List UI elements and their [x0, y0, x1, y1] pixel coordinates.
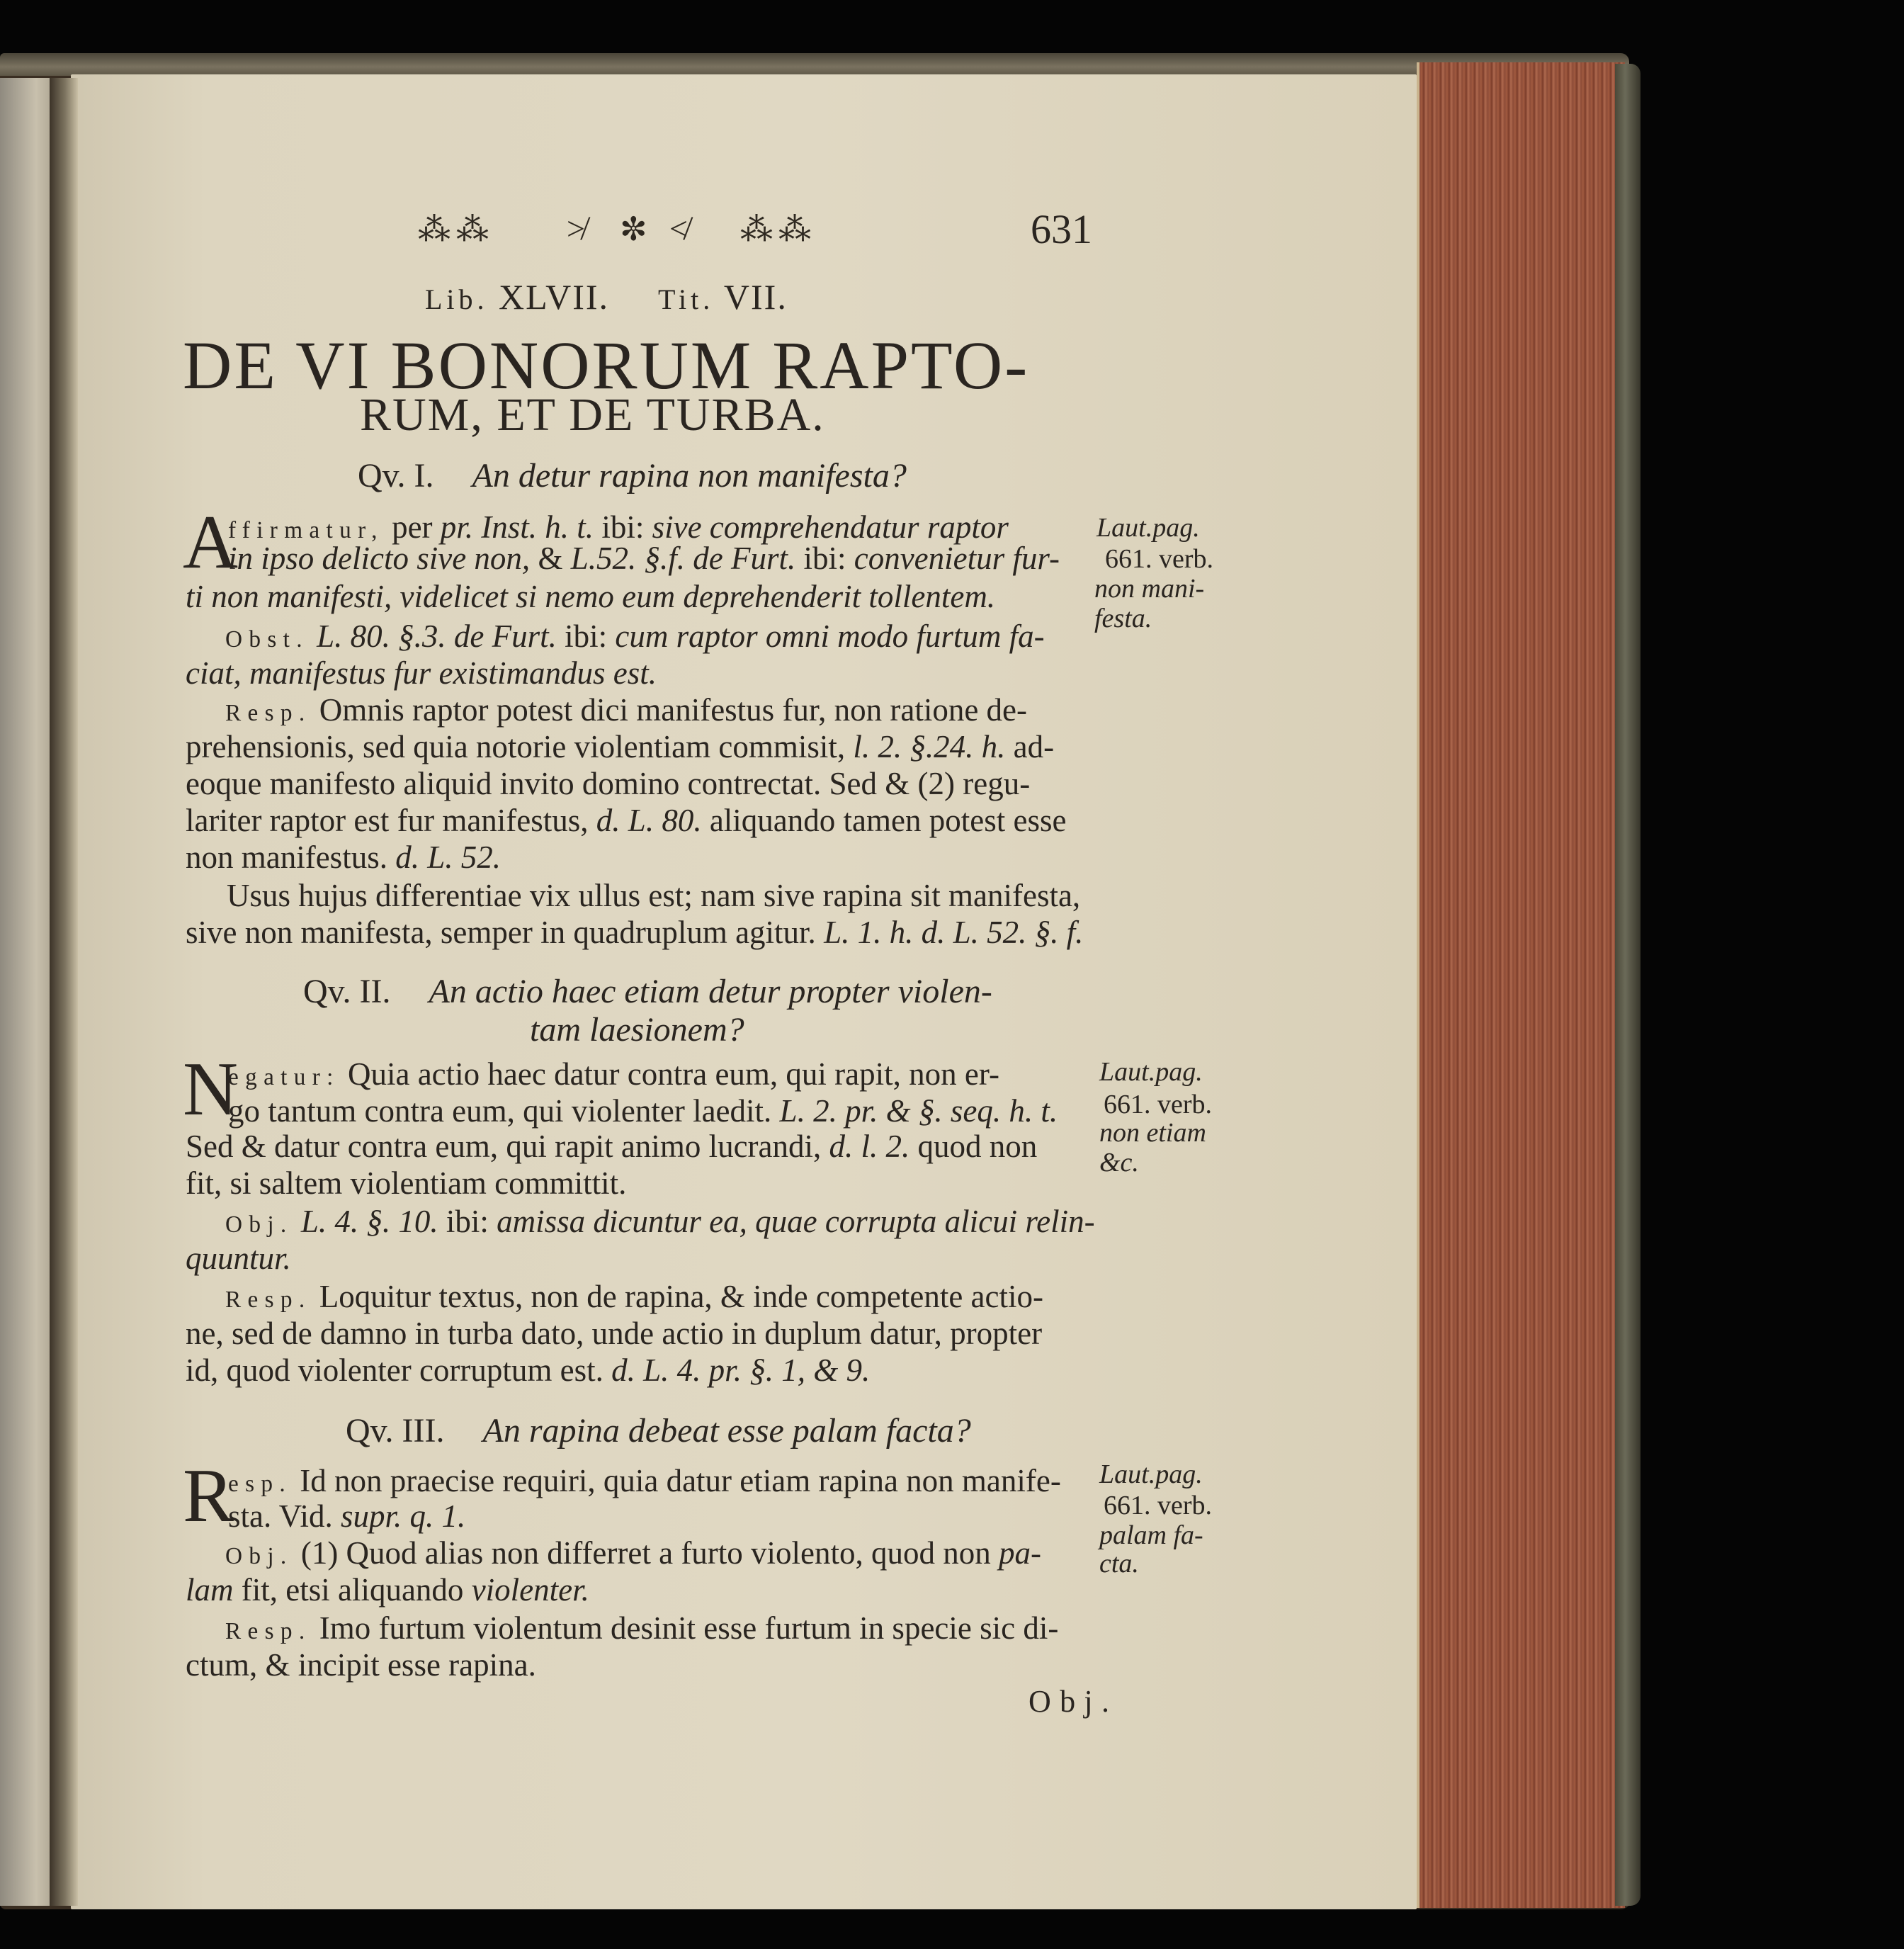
lib-number: XLVII.: [499, 277, 610, 317]
q1-obst-line-2: ciat, manifestus fur existimandus est.: [186, 655, 657, 691]
q1-usus-line-1: Usus hujus differentiae vix ullus est; nam sive rapina sit manifesta,: [227, 878, 1081, 913]
q1-resp-line-5: non manifestus. d. L. 52.: [186, 840, 501, 875]
q2-line-3: Sed & datur contra eum, qui rapit animo lucrandi, d. l. 2. quod non: [186, 1129, 1038, 1164]
q3-line-2: sta. Vid. supr. q. 1.: [228, 1498, 466, 1534]
q1-margin-1: Laut.pag.: [1096, 513, 1200, 543]
drop-cap-r: R: [183, 1454, 234, 1538]
page-block-edge: [1417, 62, 1625, 1908]
q3-margin-4: cta.: [1099, 1549, 1139, 1578]
fleuron-left-icon: ⁂⁂: [418, 211, 494, 247]
q2-resp-line-2: ne, sed de damno in turba dato, unde actio in duplum datur, propter: [186, 1316, 1043, 1351]
q2-obj-line-1: Obj. L. 4. §. 10. ibi: amissa dicuntur ea, quae corrupta alicui relin-: [225, 1204, 1095, 1239]
drop-cap-n: N: [183, 1047, 238, 1131]
q1-line-1: ffirmatur, per pr. Inst. h. t. ibi: sive comprehendatur raptor: [228, 509, 1009, 545]
question-1-heading: [358, 459, 907, 493]
q2-obj-line-2: quuntur.: [186, 1241, 291, 1276]
q2-line-4: fit, si saltem violentiam committit.: [186, 1165, 627, 1201]
q3-obj-line-2: lam fit, etsi aliquando violenter.: [186, 1572, 589, 1608]
q1-resp-line-1: Resp. Omnis raptor potest dici manifestus fur, non ratione de-: [225, 692, 1028, 728]
q2-margin-4: &c.: [1099, 1148, 1139, 1177]
question-3-label: Qv. III.: [346, 1412, 445, 1450]
header-ornament: [418, 210, 857, 252]
q1-margin-3: non mani-: [1094, 574, 1205, 604]
q3-margin-2: 661. verb.: [1104, 1491, 1213, 1520]
q2-resp-line-1: Resp. Loquitur textus, non de rapina, & inde competente actio-: [225, 1279, 1043, 1314]
question-2-heading: [303, 975, 992, 1009]
q2-line-2: go tantum contra eum, qui violenter laedit. L. 2. pr. & §. seq. h. t.: [228, 1093, 1058, 1129]
q3-line-1: esp. Id non praecise requiri, quia datur etiam rapina non manife-: [228, 1463, 1061, 1498]
q1-usus-line-2: sive non manifesta, semper in quadruplum agitur. L. 1. h. d. L. 52. §. f.: [186, 915, 1084, 950]
q2-margin-1: Laut.pag.: [1099, 1057, 1203, 1087]
q1-line-2: in ipso delicto sive non, & L.52. §.f. de Furt. ibi: convenietur fur-: [228, 541, 1060, 576]
gutter: [50, 78, 78, 1906]
question-2-label: Qv. II.: [303, 973, 391, 1010]
tit-label: Tit.: [658, 283, 715, 315]
q1-obst-line-1: Obst. L. 80. §.3. de Furt. ibi: cum raptor omni modo furtum fa-: [225, 618, 1045, 654]
cover-spine-edge: [1615, 64, 1640, 1906]
q1-resp-line-4: lariter raptor est fur manifestus, d. L. 80. aliquando tamen potest esse: [186, 803, 1067, 838]
q1-resp-line-2: prehensionis, sed quia notorie violentiam commisit, l. 2. §.24. h. ad-: [186, 729, 1055, 764]
q3-obj-line-1: Obj. (1) Quod alias non differret a furto violento, quod non pa-: [225, 1535, 1042, 1571]
title-line-2: RUM, ET DE TURBA.: [360, 389, 825, 441]
fleuron-mid-left-icon: ≯: [567, 210, 591, 247]
q3-margin-3: palam fa-: [1099, 1520, 1203, 1550]
question-3-heading: [346, 1414, 971, 1448]
drop-cap-a: A: [183, 500, 238, 584]
lib-label: Lib.: [425, 283, 489, 315]
q1-margin-2: 661. verb.: [1105, 544, 1214, 574]
running-head: [425, 276, 788, 317]
fleuron-center-icon: ✼: [620, 211, 653, 247]
q2-resp-line-3: id, quod violenter corruptum est. d. L. 4. pr. §. 1, & 9.: [186, 1352, 871, 1388]
q2-margin-2: 661. verb.: [1104, 1090, 1213, 1119]
question-2-text-1: An actio haec etiam detur propter violen-: [429, 973, 992, 1010]
q3-resp-line-1: Resp. Imo furtum violentum desinit esse furtum in specie sic di-: [225, 1610, 1059, 1646]
question-1-text: An detur rapina non manifesta?: [472, 457, 907, 495]
title-line-1: DE VI BONORUM RAPTO-: [183, 327, 1030, 403]
q1-margin-4: festa.: [1094, 604, 1152, 633]
question-1-label: Qv. I.: [358, 457, 434, 495]
q1-resp-line-3: eoque manifesto aliquid invito domino contrectat. Sed & (2) regu-: [186, 766, 1031, 801]
tit-number: VII.: [723, 277, 788, 317]
fleuron-mid-right-icon: ≮: [669, 210, 693, 247]
book-top-edge: [0, 53, 1629, 76]
q2-margin-3: non etiam: [1099, 1118, 1206, 1148]
q3-resp-line-2: ctum, & incipit esse rapina.: [186, 1647, 536, 1683]
q3-margin-1: Laut.pag.: [1099, 1459, 1203, 1489]
q2-line-1: egatur: Quia actio haec datur contra eum, qui rapit, non er-: [228, 1056, 999, 1092]
question-2-text-2: tam laesionem?: [530, 1011, 744, 1049]
fleuron-right-icon: ⁂⁂: [740, 211, 817, 247]
catchword: Obj.: [1028, 1684, 1118, 1719]
question-3-text: An rapina debeat esse palam facta?: [482, 1412, 971, 1450]
q1-line-3: ti non manifesti, videlicet si nemo eum deprehenderit tollentem.: [186, 579, 996, 614]
page-number: 631: [1031, 206, 1092, 252]
